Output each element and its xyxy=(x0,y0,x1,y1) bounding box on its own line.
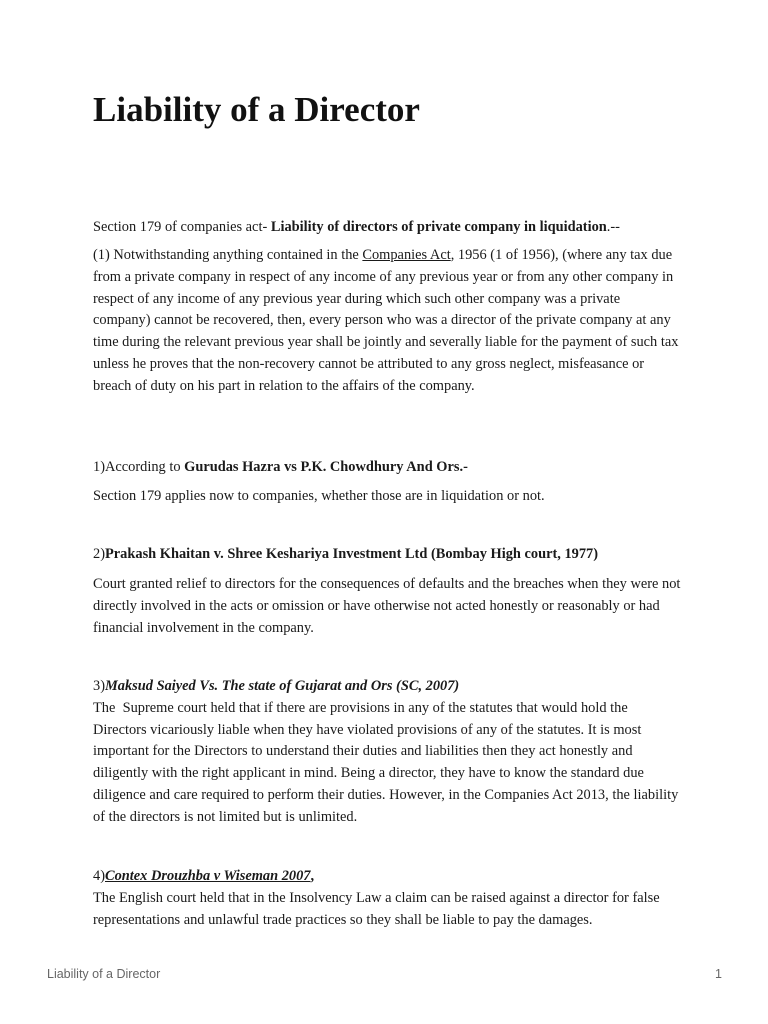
case-2-text: Court granted relief to directors for the consequences of defaults and the breaches when they were not directly involved in the acts or omission or have otherwise not acted honestly or reasonably or had financial involvement in the company. xyxy=(93,576,681,636)
case-4 xyxy=(93,866,681,931)
case-1-heading xyxy=(93,457,681,479)
case-1-text: Section 179 applies now to companies, whether those are in liquidation or not. xyxy=(93,488,545,504)
case-2-name: Prakash Khaitan v. Shree Keshariya Investment Ltd (Bombay High court, 1977) xyxy=(105,546,599,562)
case-4-prefix: 4) xyxy=(93,868,105,884)
section-heading xyxy=(93,217,681,239)
case-3-name: Maksud Saiyed Vs. The state of Gujarat and Ors (SC, 2007) xyxy=(105,678,460,694)
case-1-name: Gurudas Hazra vs P.K. Chowdhury And Ors.- xyxy=(184,459,468,475)
case-2-body xyxy=(93,574,681,639)
case-4-text: The English court held that in the Insolvency Law a claim can be raised against a director for false representations and unlawful trade practices so they shall be liable to pay the damages. xyxy=(93,889,660,928)
case-3 xyxy=(93,676,681,829)
case-4-suffix: , xyxy=(310,868,315,884)
case-4-name-link[interactable]: Contex Drouzhba v Wiseman 2007 xyxy=(105,868,311,884)
case-3-text: The Supreme court held that if there are provisions in any of the statutes that would hold the Directors vicariously liable when they have violated provisions of any of the statutes. It is most important for the Directors to understand their duties and liabilities then they act honestly and diligently with the right applicant in mind. Being a director, they have to know the standard due diligence and care required to perform their duties. However, in the Companies Act 2013, the liability of the directors is not limited but is unlimited. xyxy=(93,699,682,825)
section-bold-title: Liability of directors of private company in liquidation xyxy=(270,219,607,235)
footer-title: Liability of a Director xyxy=(47,967,161,981)
case-1-prefix: 1)According to xyxy=(93,459,185,475)
clause-paragraph xyxy=(93,245,681,398)
section-prefix: Section 179 of companies act- xyxy=(93,219,271,235)
case-3-prefix: 3) xyxy=(93,678,105,694)
page-number: 1 xyxy=(715,967,722,981)
page-title: Liability of a Director xyxy=(93,90,420,129)
clause-text-start: (1) Notwithstanding anything contained in the xyxy=(93,247,363,263)
case-1-body xyxy=(93,486,681,508)
page-footer xyxy=(47,967,722,987)
clause-text-rest: , 1956 (1 of 1956), (where any tax due from a private company in respect of any income of any previous year or from any other company in respect of any income of any previous year during which such other company was a private company) cannot be recovered, then, every person who was a director of the private company at any time during the relevant previous year shall be jointly and severally liable for the payment of such tax unless he proves that the non-recovery cannot be attributed to any gross neglect, misfeasance or breach of duty on his part in relation to the affairs of the company. xyxy=(93,247,679,394)
section-suffix: .-- xyxy=(606,219,620,235)
case-2-heading xyxy=(93,544,681,566)
case-2-prefix: 2) xyxy=(93,546,105,562)
companies-act-link[interactable]: Companies Act xyxy=(362,247,451,263)
